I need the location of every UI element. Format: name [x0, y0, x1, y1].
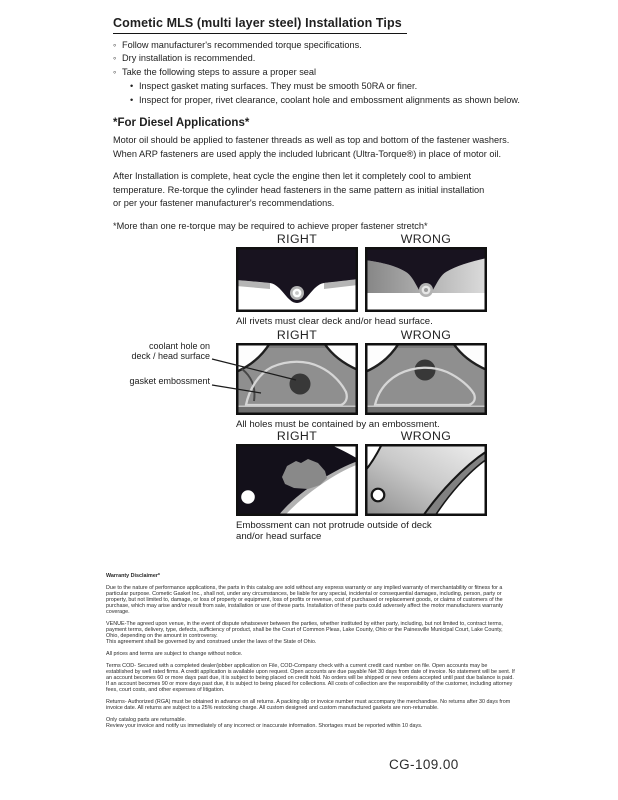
bolt-hole — [372, 489, 385, 502]
coolant-hole-annotation — [96, 342, 210, 362]
caption-line: and/or head surface — [236, 531, 322, 542]
legal-paragraph: Only catalog parts are returnable. — [106, 717, 187, 723]
retorque-footnote: *More than one re-torque may be required to achieve proper fastener stretch* — [113, 220, 428, 231]
legal-paragraph: All prices and terms are subject to change without notice. — [106, 651, 243, 657]
wrong-label: WRONG — [400, 429, 452, 443]
pair3-caption — [236, 520, 487, 542]
diesel-paragraph-1 — [113, 134, 573, 161]
list-item — [113, 66, 573, 80]
tips-list — [113, 39, 573, 108]
protrusion-right-diagram — [236, 444, 358, 516]
wrong-label: WRONG — [400, 232, 452, 246]
diagram-pair-rivets — [236, 232, 487, 327]
diagram-boxes — [236, 247, 487, 312]
legal-paragraph: VENUE-The agreed upon venue, in the event of dispute whatsoever between the parties, whether instituted by either party, including, but not limited to, contract terms, payment terms, delivery, type, defects, sufficiency of product, shall be the Court of Common Pleas, Lake County, Ohio or the Painesville Municipal Court, Lake County, Ohio, depending on the amount in controversy. — [106, 621, 503, 639]
right-label: RIGHT — [276, 232, 318, 246]
solid-bullet-icon: • — [130, 94, 134, 105]
legal-paragraph: Terms COD- Secured with a completed dealer/jobber application on File, COD-Company check with a current credit card number on file. Open accounts may be established by well rated firms. A credit application is available upon request. Open accounts are due payable Net 30 days from date of invoice. No statement will be sent. If an account becomes 60 or more days past due, it is subject to being placed on credit hold. No orders will be shipped or new orders accepted until past due balance is paid. If an account becomes 90 or more days past due, it is subject to being placed for collections. All costs of collection are the responsibility of the customer, including attorney fees, court costs, and other expenses of litigation. — [106, 663, 515, 693]
list-item-text: Inspect for proper, rivet clearance, coolant hole and embossment alignments as shown below. — [139, 94, 520, 105]
page-title-text: Cometic MLS (multi layer steel) Installation Tips — [113, 16, 407, 34]
bolt-hole — [241, 490, 255, 504]
diesel-applications-heading: *For Diesel Applications* — [113, 117, 250, 130]
diagram-boxes — [236, 343, 487, 415]
pair2-caption: All holes must be contained by an embossment. — [236, 419, 440, 430]
paragraph-line: After Installation is complete, heat cycle the engine then let it completely cool to ambient — [113, 171, 471, 182]
sub-list-item — [113, 80, 573, 94]
list-item-text: Dry installation is recommended. — [122, 53, 256, 64]
legal-paragraph: Returns- Authorized (RGA) must be obtained in advance on all returns. A packing slip or invoice number must accompany the merchandise. No returns after 30 days from invoice date. All returns are subject to a 25% restocking charge. All custom designed and custom manufactured gaskets are non-returnable. — [106, 699, 511, 711]
diagram-pair-protrusion — [236, 429, 487, 542]
open-bullet-icon: ◦ — [113, 67, 117, 78]
pair1-caption: All rivets must clear deck and/or head surface. — [236, 316, 433, 327]
document-code: CG-109.00 — [389, 757, 459, 772]
label-row — [236, 232, 487, 246]
embossment-right-diagram — [236, 343, 358, 415]
protrusion-wrong-diagram — [365, 444, 487, 516]
wrong-label: WRONG — [400, 328, 452, 342]
paragraph-line: When ARP fasteners are used apply the included lubricant (Ultra-Torque®) in place of motor oil. — [113, 148, 502, 159]
rivet-icon — [419, 283, 433, 297]
paragraph-line: temperature. Re-torque the cylinder head fasteners in the same pattern as initial installation — [113, 184, 485, 195]
installation-tips-section — [113, 16, 573, 231]
embossment-wrong-diagram — [365, 343, 487, 415]
coolant-hole — [415, 360, 436, 381]
rivet-icon — [290, 286, 304, 300]
paragraph-line: Motor oil should be applied to fastener threads as well as top and bottom of the fastener washers. — [113, 135, 510, 146]
open-bullet-icon: ◦ — [113, 39, 117, 50]
rivet-wrong-diagram — [365, 247, 487, 312]
annotation-line: coolant hole on — [148, 341, 210, 351]
diagram-boxes — [236, 444, 487, 516]
legal-paragraph: This agreement shall be governed by and construed under the laws of the State of Ohio. — [106, 639, 317, 645]
legal-paragraph: Due to the nature of performance applications, the parts in this catalog are sold without any express warranty or any implied warranty of merchantability or fitness for a particular purpose. Cometic Gasket Inc., shall not, under any circumstances, be liable for any special, incidental or consequential damages, including, person, party or property, but not limited to, damage, or loss of property or equipment, loss of profits or revenue, cost of purchased or replacement goods, or claims of customers of the purchase, which may arise and/or result from sale, installation or use of these parts. Installation of these parts could adversely affect the motor manufacturers warranty coverage. — [106, 585, 503, 615]
page-title — [113, 16, 573, 34]
right-label: RIGHT — [276, 429, 318, 443]
annotation-line: deck / head surface — [131, 350, 210, 361]
gasket-embossment-annotation: gasket embossment — [129, 376, 210, 386]
list-item — [113, 39, 573, 53]
solid-bullet-icon: • — [130, 80, 134, 91]
list-item-text: Follow manufacturer's recommended torque specifications. — [122, 39, 362, 50]
coolant-hole — [290, 374, 311, 395]
paragraph-line: or per your fastener manufacturer's recommendations. — [113, 198, 335, 209]
diagram-pair-embossment — [236, 328, 487, 430]
list-item-text: Inspect gasket mating surfaces. They must be smooth 50RA or finer. — [139, 80, 418, 91]
sub-list-item — [113, 94, 573, 108]
open-bullet-icon: ◦ — [113, 53, 117, 64]
label-row — [236, 328, 487, 342]
rivet-right-diagram — [236, 247, 358, 312]
caption-line: Embossment can not protrude outside of deck — [236, 520, 432, 531]
list-item — [113, 52, 573, 66]
list-item-text: Take the following steps to assure a proper seal — [122, 67, 317, 78]
legal-paragraph: Review your invoice and notify us immediately of any incorrect or inaccurate information. Shortages must be reported within 10 days. — [106, 723, 423, 729]
label-row — [236, 429, 487, 443]
diesel-paragraph-2 — [113, 170, 573, 210]
warranty-disclaimer-heading: Warranty Disclaimer* — [106, 573, 161, 579]
warranty-disclaimer-section — [106, 573, 515, 735]
right-label: RIGHT — [276, 328, 318, 342]
